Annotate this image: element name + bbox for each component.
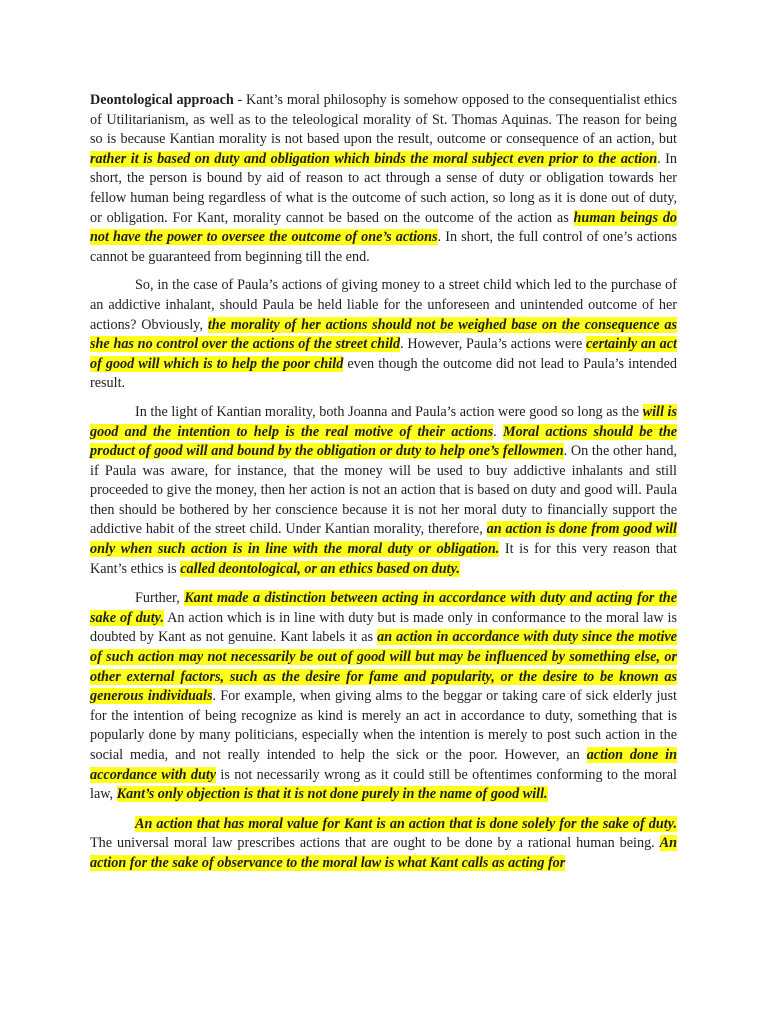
highlighted-text: called deontological, or an ethics based on duty. [180,560,460,577]
body-text: An action which is in line with duty but is made only in conformance to the moral law is doubted by Kant as not genuine. Kant labels it as [90,609,677,646]
highlighted-text: will is good and the intention to help is the real motive of their actions [90,403,677,440]
body-text: . On the other hand, if Paula was aware, for instance, that the money will be used to buy addictive inhalants and still proceeded to give the money, then her action is not an action that is based on duty and good will. Paula then should be bothered by her conscience because it is not her moral duty to financially support the addictive habit of the street child. Under Kantian morality, therefore, [90,443,677,538]
highlighted-text: an action in accordance with duty since the motive of such action may not necessarily be out of good will but may be influenced by something else, or other external factors, such as the desire for fame and popularity, or the desire to be known as generous individuals [90,629,677,705]
document-page [90,91,677,874]
body-text: The universal moral law prescribes actions that are ought to be done by a rational human being. [90,835,660,852]
paragraph-moral-value [90,815,677,874]
body-text: In the light of Kantian morality, both Joanna and Paula’s action were good so long as the [135,403,643,420]
paragraph-kantian-morality [90,403,677,579]
body-text: is not necessarily wrong as it could still be oftentimes conforming to the moral law, [90,766,677,803]
highlighted-text: an action is done from good will only when such action is in line with the moral duty or obligation. [90,521,677,558]
highlighted-text: Moral actions should be the product of good will and bound by the obligation or duty to help one’s fellowmen [90,423,678,460]
body-text: . In short, the person is bound by aid of reason to act through a sense of duty or obligation towards her fellow human being regardless of what is the outcome of such action, so long as it is done out of duty, or obligation. For Kant, morality cannot be based on the outcome of the action as [90,150,677,226]
body-text: . For example, when giving alms to the beggar or taking care of sick elderly just for the intention of being recognize as kind is merely an act in accordance to duty, something that is popularly done by many politicians, especially when the intention is merely to post such action in the social media, and not really intended to help the sick or the poor. However, an [90,688,677,763]
highlighted-text: certainly an act of good will which is to help the poor child [90,336,677,372]
body-text: So, in the case of Paula’s actions of giving money to a street child which led to the purchase of an addictive inhalant, should Paula be held liable for the unforeseen and unintended outcome of her actions? Obviously, [90,277,677,333]
highlighted-text: the morality of her actions should not be weighed base on the consequence as she has no control over the actions of the street child [90,316,677,353]
paragraph-deontological-approach [90,91,677,267]
highlighted-text: An action that has moral value for Kant is an action that is done solely for the sake of duty. [135,815,677,832]
paragraph-duty-distinction [90,589,677,805]
highlighted-text: Kant made a distinction between acting in accordance with duty and acting for the sake of duty. [90,590,677,626]
body-text: It is for this very reason that Kant’s ethics is [90,541,677,577]
body-text: . However, Paula’s actions were [400,336,586,353]
highlighted-text: human beings do not have the power to oversee the outcome of one’s actions [90,209,678,246]
highlighted-text: Kant’s only objection is that it is not done purely in the name of good will. [116,786,548,803]
section-heading: Deontological approach [90,92,234,108]
body-text: Further, [135,590,185,607]
body-text: . [493,423,503,440]
highlighted-text: An action for the sake of observance to the moral law is what Kant calls as acting for [90,835,677,871]
body-text: . In short, the full control of one’s actions cannot be guaranteed from beginning till the end. [90,229,677,265]
highlighted-text: rather it is based on duty and obligation which binds the moral subject even prior to the action [90,150,658,167]
paragraph-paula-case [90,276,677,394]
highlighted-text: action done in accordance with duty [90,747,677,783]
body-text: - Kant’s moral philosophy is somehow opposed to the consequentialist ethics of Utilitarianism, as well as to the teleological morality of St. Thomas Aquinas. The reason for being so is because Kantian morality is not based upon the result, outcome or consequence of an action, but [90,92,677,148]
body-text: even though the outcome did not lead to Paula’s intended result. [90,355,677,392]
